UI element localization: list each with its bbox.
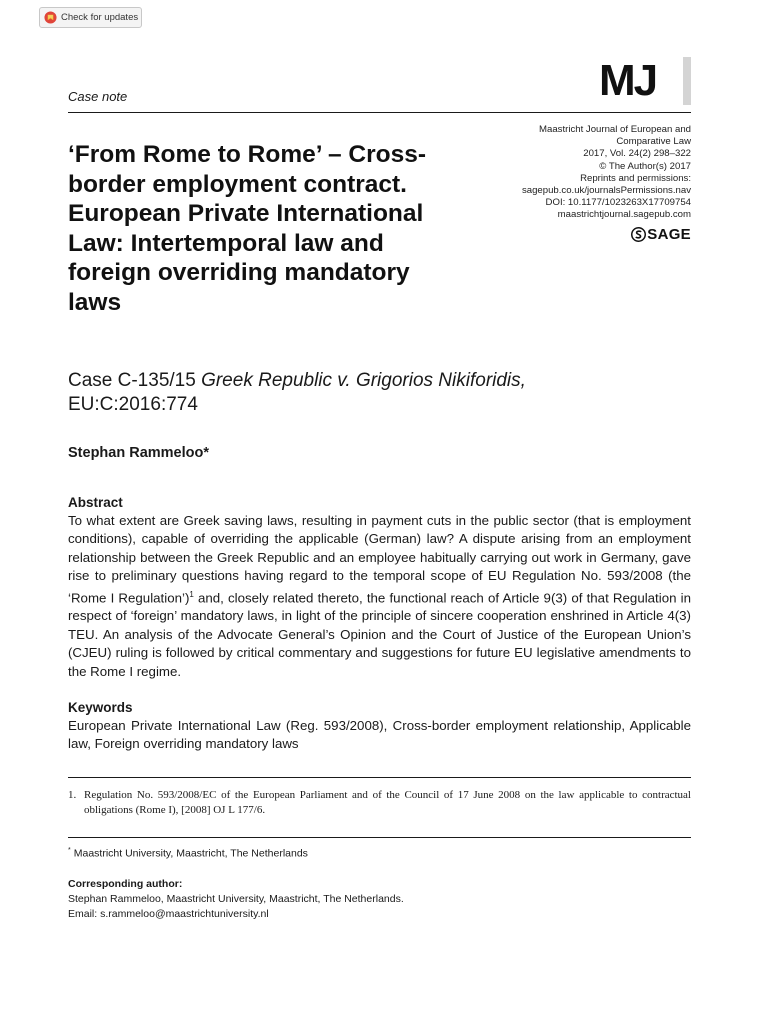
abstract-text-part: To what extent are Greek saving laws, resulting in payment cuts in the public sector (that is employment conditions), capable of overriding the applicable (German) law? A dispute arising from an employment relationship between the Greek Republic and an employee habitually carrying out work in Germany, gave rise to preliminary questions having regard to the temporal scope of EU Regulation No. 593/2008 (the ‘Rome I Regulation’) bbox=[68, 513, 691, 606]
journal-meta-line: Maastricht Journal of European and bbox=[539, 124, 691, 135]
journal-meta-line: © The Author(s) 2017 bbox=[599, 160, 691, 172]
check-for-updates-badge[interactable] bbox=[39, 7, 142, 28]
case-ecli: EU:C:2016:774 bbox=[68, 394, 198, 415]
journal-meta-line: Reprints and permissions: bbox=[580, 172, 691, 184]
article-title: ‘From Rome to Rome’ – Cross-border employment contract. European Private International Law: Intertemporal law and foreign overriding mandatory laws bbox=[68, 141, 427, 316]
journal-meta-line: 2017, Vol. 24(2) 298–322 bbox=[583, 148, 691, 160]
abstract-text bbox=[68, 512, 691, 681]
author-name: Stephan Rammeloo* bbox=[68, 445, 209, 461]
abstract-text-part: and, closely related thereto, the functional reach of Article 9(3) of that Regulation in respect of ‘foreign’ mandatory laws, in light of the principle of sincere cooperation enshrined in Article 4(3) TEU. An analysis of the Advocate General’s Opinion and the Court of Justice of the European Union’s (CJEU) ruling is followed by critical commentary and suggestions for future EU legislative amendments to the Rome I regime. bbox=[68, 590, 691, 679]
corresponding-author-address: Stephan Rammeloo, Maastricht University, Maastricht, The Netherlands. bbox=[68, 893, 404, 905]
check-for-updates-label: Check for updates bbox=[61, 12, 139, 23]
affiliation-marker: * bbox=[68, 847, 71, 854]
journal-website-link[interactable]: maastrichtjournal.sagepub.com bbox=[557, 209, 691, 221]
abstract-heading: Abstract bbox=[68, 495, 123, 510]
section-label: Case note bbox=[68, 89, 128, 104]
footnote-text: Regulation No. 593/2008/EC of the European Parliament and of the Council of 17 June 2008 on the law applicable to contractual obligations (Rome I), [2008] OJ L 177/6. bbox=[84, 789, 691, 816]
doi-link[interactable]: DOI: 10.1177/1023263X17709754 bbox=[545, 197, 691, 209]
publisher-name: SAGE bbox=[647, 226, 691, 243]
publisher-logo bbox=[631, 226, 691, 243]
footnote bbox=[68, 788, 691, 818]
case-parties: Greek Republic v. Grigorios Nikiforidis, bbox=[201, 370, 526, 391]
journal-logo-bar bbox=[683, 57, 691, 105]
journal-meta-line: Comparative Law bbox=[616, 136, 691, 148]
header-divider bbox=[68, 112, 691, 113]
journal-metadata bbox=[451, 124, 691, 222]
footnote-reference[interactable]: 1 bbox=[189, 589, 194, 599]
case-reference bbox=[68, 369, 688, 417]
crossmark-icon bbox=[44, 11, 57, 24]
affiliation-text: Maastricht University, Maastricht, The Netherlands bbox=[73, 847, 308, 860]
permissions-link[interactable]: sagepub.co.uk/journalsPermissions.nav bbox=[521, 185, 691, 197]
footnote-number: 1. bbox=[68, 789, 77, 801]
corresponding-author-heading: Corresponding author: bbox=[68, 878, 183, 890]
footnote-divider bbox=[68, 777, 691, 778]
case-number: Case C-135/15 bbox=[68, 370, 202, 391]
author-affiliation bbox=[68, 847, 308, 860]
keywords-heading: Keywords bbox=[68, 700, 133, 715]
keywords-text: European Private International Law (Reg. 593/2008), Cross-border employment relationship, Applicable law, Foreign overriding mandatory laws bbox=[68, 718, 691, 752]
journal-logo: MJ bbox=[599, 56, 657, 105]
corresponding-author-email[interactable]: Email: s.rammeloo@maastrichtuniversity.nl bbox=[68, 908, 269, 920]
sage-emblem-icon bbox=[631, 227, 646, 242]
affiliation-divider bbox=[68, 837, 691, 838]
